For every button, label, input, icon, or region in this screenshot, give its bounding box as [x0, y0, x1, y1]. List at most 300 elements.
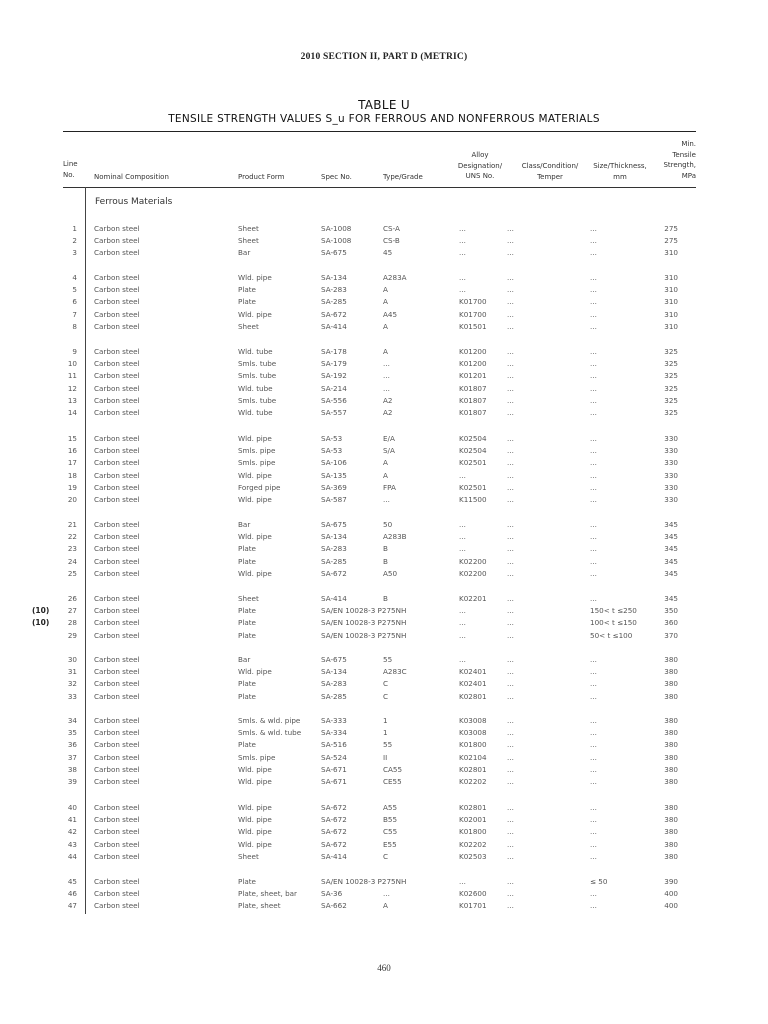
line-number: 47: [67, 901, 77, 911]
type-grade: A283C: [383, 667, 407, 677]
type-grade: 1: [383, 716, 388, 725]
table-row: [0, 247, 768, 258]
type-grade: C55: [383, 827, 398, 837]
type-grade: A50: [383, 568, 398, 578]
nominal-composition: Carbon steel: [94, 691, 140, 701]
uns-number: K02200: [459, 556, 487, 566]
tensile-strength: 325: [664, 371, 678, 381]
nominal-composition: Carbon steel: [94, 520, 140, 529]
spec-number: SA/EN 10028-3 P275NH: [321, 618, 407, 628]
spec-number: SA-557: [321, 408, 347, 417]
uns-number: K02001: [459, 815, 487, 825]
type-grade: ...: [383, 359, 390, 369]
product-form: Wld. pipe: [238, 815, 272, 825]
tensile-strength: 380: [664, 803, 678, 812]
product-form: Plate: [238, 285, 256, 295]
nominal-composition: Carbon steel: [94, 764, 140, 774]
table-row: [0, 739, 768, 750]
size-thickness: 100< t ≤150: [590, 618, 637, 628]
size-thickness: ...: [590, 655, 597, 664]
nominal-composition: Carbon steel: [94, 606, 140, 616]
type-grade: II: [383, 752, 388, 762]
size-thickness: ...: [590, 827, 597, 837]
type-grade: 50: [383, 520, 393, 529]
uns-number: ...: [459, 877, 466, 886]
product-form: Bar: [238, 248, 251, 258]
uns-number: K03008: [459, 728, 487, 738]
type-grade: CS-B: [383, 236, 400, 246]
table-row: [0, 839, 768, 850]
size-thickness: ...: [590, 395, 597, 405]
nominal-composition: Carbon steel: [94, 273, 140, 282]
table-row: [0, 876, 768, 887]
header-spec-no: Spec No.: [321, 173, 352, 181]
nominal-composition: Carbon steel: [94, 532, 140, 542]
nominal-composition: Carbon steel: [94, 618, 140, 628]
line-number: 45: [67, 877, 77, 886]
uns-number: ...: [459, 248, 466, 258]
type-grade: C: [383, 851, 389, 861]
size-thickness: ...: [590, 273, 597, 282]
spec-number: SA-178: [321, 347, 347, 356]
product-form: Wld. tube: [238, 347, 273, 356]
product-form: Wld. pipe: [238, 777, 272, 786]
line-number: 28: [67, 618, 77, 628]
size-thickness: ...: [590, 309, 597, 319]
nominal-composition: Carbon steel: [94, 248, 140, 258]
spec-number: SA-53: [321, 434, 343, 443]
table-row: [0, 630, 768, 641]
line-number: 31: [67, 667, 77, 677]
tensile-strength: 325: [664, 408, 678, 417]
table-row: [0, 678, 768, 689]
table-row: [0, 900, 768, 911]
nominal-composition: Carbon steel: [94, 544, 140, 554]
size-thickness: ...: [590, 667, 597, 677]
tensile-strength: 345: [664, 532, 678, 542]
spec-number: SA-333: [321, 716, 347, 725]
line-number: 8: [72, 321, 77, 331]
spec-number: SA-671: [321, 777, 347, 786]
nominal-composition: Carbon steel: [94, 359, 140, 369]
spec-number: SA-283: [321, 544, 347, 554]
line-number: 17: [67, 458, 77, 468]
type-grade: CS-A: [383, 224, 400, 233]
size-thickness: ...: [590, 371, 597, 381]
nominal-composition: Carbon steel: [94, 716, 140, 725]
product-form: Wld. pipe: [238, 803, 272, 812]
class-temper: ...: [507, 679, 514, 689]
class-temper: ...: [507, 248, 514, 258]
table-row: [0, 666, 768, 677]
table-row: [0, 445, 768, 456]
spec-number: SA-285: [321, 297, 347, 307]
class-temper: ...: [507, 851, 514, 861]
product-form: Bar: [238, 520, 251, 529]
type-grade: ...: [383, 371, 390, 381]
line-number: 25: [67, 568, 77, 578]
uns-number: ...: [459, 285, 466, 295]
product-form: Sheet: [238, 851, 259, 861]
uns-number: K02202: [459, 777, 487, 786]
tensile-strength: 360: [664, 618, 678, 628]
spec-number: SA-106: [321, 458, 347, 468]
class-temper: ...: [507, 815, 514, 825]
nominal-composition: Carbon steel: [94, 777, 140, 786]
table-row: [0, 321, 768, 332]
class-temper: ...: [507, 827, 514, 837]
spec-number: SA-414: [321, 851, 347, 861]
page-number: 460: [377, 963, 391, 973]
nominal-composition: Carbon steel: [94, 839, 140, 849]
tensile-strength: 345: [664, 520, 678, 529]
uns-number: K02801: [459, 691, 487, 701]
tensile-strength: 390: [664, 877, 678, 886]
class-temper: ...: [507, 321, 514, 331]
table-row: [0, 383, 768, 394]
product-form: Plate: [238, 630, 256, 640]
product-form: Wld. pipe: [238, 839, 272, 849]
spec-number: SA-283: [321, 285, 347, 295]
tensile-strength: 380: [664, 752, 678, 762]
product-form: Wld. pipe: [238, 827, 272, 837]
product-form: Smls. tube: [238, 395, 277, 405]
table-row: [0, 482, 768, 493]
tensile-strength: 330: [664, 470, 678, 480]
class-temper: ...: [507, 594, 514, 603]
spec-number: SA-672: [321, 839, 347, 849]
type-grade: 1: [383, 728, 388, 738]
type-grade: B55: [383, 815, 398, 825]
nominal-composition: Carbon steel: [94, 827, 140, 837]
spec-number: SA-675: [321, 520, 347, 529]
class-temper: ...: [507, 383, 514, 393]
product-form: Plate: [238, 618, 256, 628]
line-number: 39: [67, 777, 77, 786]
line-number: 27: [67, 606, 77, 616]
spec-number: SA-672: [321, 815, 347, 825]
spec-number: SA-672: [321, 309, 347, 319]
line-number: 21: [67, 520, 77, 529]
table-row: [0, 296, 768, 307]
uns-number: K02503: [459, 851, 487, 861]
product-form: Smls. pipe: [238, 752, 276, 762]
type-grade: 45: [383, 248, 393, 258]
type-grade: B: [383, 594, 388, 603]
spec-number: SA-179: [321, 359, 347, 369]
type-grade: A: [383, 347, 388, 356]
table-row: [0, 654, 768, 665]
table-row: [0, 433, 768, 444]
table-row: [0, 358, 768, 369]
spec-number: SA-672: [321, 827, 347, 837]
tensile-strength: 310: [664, 285, 678, 295]
product-form: Wld. tube: [238, 408, 273, 417]
size-thickness: ...: [590, 839, 597, 849]
product-form: Wld. pipe: [238, 495, 272, 504]
size-thickness: ...: [590, 594, 597, 603]
size-thickness: ...: [590, 764, 597, 774]
table-row: [0, 519, 768, 530]
nominal-composition: Carbon steel: [94, 803, 140, 812]
type-grade: CE55: [383, 777, 402, 786]
class-temper: ...: [507, 667, 514, 677]
class-temper: ...: [507, 482, 514, 492]
class-temper: ...: [507, 236, 514, 246]
uns-number: ...: [459, 224, 466, 233]
type-grade: A: [383, 285, 388, 295]
tensile-strength: 310: [664, 248, 678, 258]
size-thickness: ...: [590, 458, 597, 468]
line-number: 9: [72, 347, 77, 356]
class-temper: ...: [507, 544, 514, 554]
line-number: 4: [72, 273, 77, 282]
header-line-no: Line No.: [63, 160, 78, 179]
uns-number: K01800: [459, 740, 487, 750]
spec-number: SA-192: [321, 371, 347, 381]
line-number: 20: [67, 495, 77, 504]
size-thickness: ...: [590, 544, 597, 554]
size-thickness: ...: [590, 408, 597, 417]
nominal-composition: Carbon steel: [94, 594, 140, 603]
header-type-grade: Type/Grade: [383, 173, 423, 181]
table-row: [0, 617, 768, 628]
size-thickness: ...: [590, 383, 597, 393]
size-thickness: ≤ 50: [590, 877, 608, 886]
table-row: [0, 568, 768, 579]
product-form: Plate: [238, 544, 256, 554]
tensile-strength: 400: [664, 901, 678, 911]
product-form: Plate: [238, 691, 256, 701]
type-grade: S/A: [383, 446, 395, 456]
uns-number: K01200: [459, 359, 487, 369]
uns-number: K01701: [459, 901, 487, 911]
tensile-strength: 350: [664, 606, 678, 616]
spec-number: SA-285: [321, 691, 347, 701]
table-row: [0, 395, 768, 406]
spec-number: SA/EN 10028-3 P275NH: [321, 877, 407, 886]
class-temper: ...: [507, 803, 514, 812]
line-number: 12: [67, 383, 77, 393]
line-number: 7: [72, 309, 77, 319]
nominal-composition: Carbon steel: [94, 236, 140, 246]
class-temper: ...: [507, 273, 514, 282]
uns-number: ...: [459, 655, 466, 664]
uns-number: ...: [459, 606, 466, 616]
type-grade: 55: [383, 740, 393, 750]
spec-number: SA-672: [321, 568, 347, 578]
tensile-strength: 330: [664, 434, 678, 443]
table-row: [0, 543, 768, 554]
uns-number: K02600: [459, 889, 487, 899]
product-form: Sheet: [238, 236, 259, 246]
class-temper: ...: [507, 764, 514, 774]
tensile-strength: 330: [664, 495, 678, 504]
class-temper: ...: [507, 655, 514, 664]
class-temper: ...: [507, 224, 514, 233]
header-composition: Nominal Composition: [94, 173, 169, 181]
table-row: [0, 715, 768, 726]
class-temper: ...: [507, 839, 514, 849]
size-thickness: ...: [590, 236, 597, 246]
tensile-strength: 325: [664, 383, 678, 393]
class-temper: ...: [507, 901, 514, 911]
class-temper: ...: [507, 532, 514, 542]
table-row: [0, 309, 768, 320]
uns-number: ...: [459, 618, 466, 628]
nominal-composition: Carbon steel: [94, 297, 140, 307]
section-title: Ferrous Materials: [95, 197, 173, 207]
type-grade: A: [383, 458, 388, 468]
table-row: [0, 470, 768, 481]
line-number: 14: [67, 408, 77, 417]
tensile-strength: 380: [664, 827, 678, 837]
nominal-composition: Carbon steel: [94, 321, 140, 331]
size-thickness: ...: [590, 803, 597, 812]
product-form: Sheet: [238, 224, 259, 233]
nominal-composition: Carbon steel: [94, 655, 140, 664]
table-row: [0, 272, 768, 283]
size-thickness: ...: [590, 321, 597, 331]
header-size: Size/Thickness, mm: [593, 162, 647, 181]
class-temper: ...: [507, 716, 514, 725]
spec-number: SA-516: [321, 740, 347, 750]
size-thickness: ...: [590, 482, 597, 492]
size-thickness: ...: [590, 297, 597, 307]
table-row: [0, 691, 768, 702]
nominal-composition: Carbon steel: [94, 495, 140, 504]
line-number: 10: [67, 359, 77, 369]
uns-number: ...: [459, 470, 466, 480]
table-row: [0, 752, 768, 763]
nominal-composition: Carbon steel: [94, 470, 140, 480]
nominal-composition: Carbon steel: [94, 371, 140, 381]
class-temper: ...: [507, 752, 514, 762]
product-form: Plate: [238, 556, 256, 566]
size-thickness: ...: [590, 777, 597, 786]
uns-number: K01201: [459, 371, 487, 381]
product-form: Smls. & wld. tube: [238, 728, 302, 738]
product-form: Wld. pipe: [238, 309, 272, 319]
product-form: Smls. tube: [238, 359, 277, 369]
table-row: [0, 727, 768, 738]
nominal-composition: Carbon steel: [94, 728, 140, 738]
product-form: Smls. pipe: [238, 446, 276, 456]
table-row: [0, 407, 768, 418]
nominal-composition: Carbon steel: [94, 309, 140, 319]
spec-number: SA-53: [321, 446, 343, 456]
page-header: 2010 SECTION II, PART D (METRIC): [300, 52, 468, 62]
nominal-composition: Carbon steel: [94, 446, 140, 456]
spec-number: SA-672: [321, 803, 347, 812]
table-row: [0, 457, 768, 468]
uns-number: K02201: [459, 594, 487, 603]
spec-number: SA-134: [321, 532, 347, 542]
tensile-strength: 325: [664, 359, 678, 369]
uns-number: K02200: [459, 568, 487, 578]
nominal-composition: Carbon steel: [94, 383, 140, 393]
size-thickness: ...: [590, 446, 597, 456]
spec-number: SA-369: [321, 482, 347, 492]
product-form: Plate: [238, 606, 256, 616]
uns-number: K01800: [459, 827, 487, 837]
class-temper: ...: [507, 728, 514, 738]
class-temper: ...: [507, 446, 514, 456]
size-thickness: ...: [590, 520, 597, 529]
table-row: [0, 593, 768, 604]
type-grade: A45: [383, 309, 398, 319]
line-number: 46: [67, 889, 77, 899]
table-row: [0, 851, 768, 862]
size-thickness: ...: [590, 347, 597, 356]
uns-number: ...: [459, 520, 466, 529]
product-form: Plate: [238, 297, 256, 307]
spec-number: SA-671: [321, 764, 347, 774]
type-grade: 55: [383, 655, 393, 664]
uns-number: K02801: [459, 764, 487, 774]
class-temper: ...: [507, 606, 514, 616]
spec-number: SA-414: [321, 321, 347, 331]
table-row: [0, 223, 768, 234]
table-row: [0, 235, 768, 246]
type-grade: B: [383, 556, 388, 566]
table-row: [0, 370, 768, 381]
line-number: 19: [67, 482, 77, 492]
uns-number: K02501: [459, 458, 487, 468]
line-number: 16: [67, 446, 77, 456]
type-grade: A: [383, 901, 388, 911]
nominal-composition: Carbon steel: [94, 667, 140, 677]
tensile-strength: 380: [664, 740, 678, 750]
nominal-composition: Carbon steel: [94, 347, 140, 356]
line-number: 32: [67, 679, 77, 689]
line-number: 18: [67, 470, 77, 480]
class-temper: ...: [507, 408, 514, 417]
nominal-composition: Carbon steel: [94, 395, 140, 405]
type-grade: FPA: [383, 482, 396, 492]
uns-number: K01200: [459, 347, 487, 356]
tensile-strength: 345: [664, 544, 678, 554]
nominal-composition: Carbon steel: [94, 568, 140, 578]
tensile-strength: 380: [664, 716, 678, 725]
product-form: Smls. pipe: [238, 458, 276, 468]
uns-number: K02202: [459, 839, 487, 849]
class-temper: ...: [507, 495, 514, 504]
class-temper: ...: [507, 434, 514, 443]
type-grade: A283A: [383, 273, 407, 282]
product-form: Wld. pipe: [238, 434, 272, 443]
uns-number: ...: [459, 532, 466, 542]
line-number: 36: [67, 740, 77, 750]
tensile-strength: 345: [664, 594, 678, 603]
class-temper: ...: [507, 297, 514, 307]
class-temper: ...: [507, 309, 514, 319]
uns-number: ...: [459, 630, 466, 640]
type-grade: ...: [383, 889, 390, 899]
spec-number: SA-524: [321, 752, 347, 762]
uns-number: K03008: [459, 716, 487, 725]
tensile-strength: 380: [664, 679, 678, 689]
line-number: 13: [67, 395, 77, 405]
type-grade: C: [383, 691, 389, 701]
tensile-strength: 380: [664, 655, 678, 664]
spec-number: SA/EN 10028-3 P275NH: [321, 630, 407, 640]
tensile-strength: 275: [664, 224, 678, 233]
product-form: Sheet: [238, 321, 259, 331]
tensile-strength: 330: [664, 458, 678, 468]
product-form: Smls. & wld. pipe: [238, 716, 301, 725]
product-form: Wld. pipe: [238, 667, 272, 677]
